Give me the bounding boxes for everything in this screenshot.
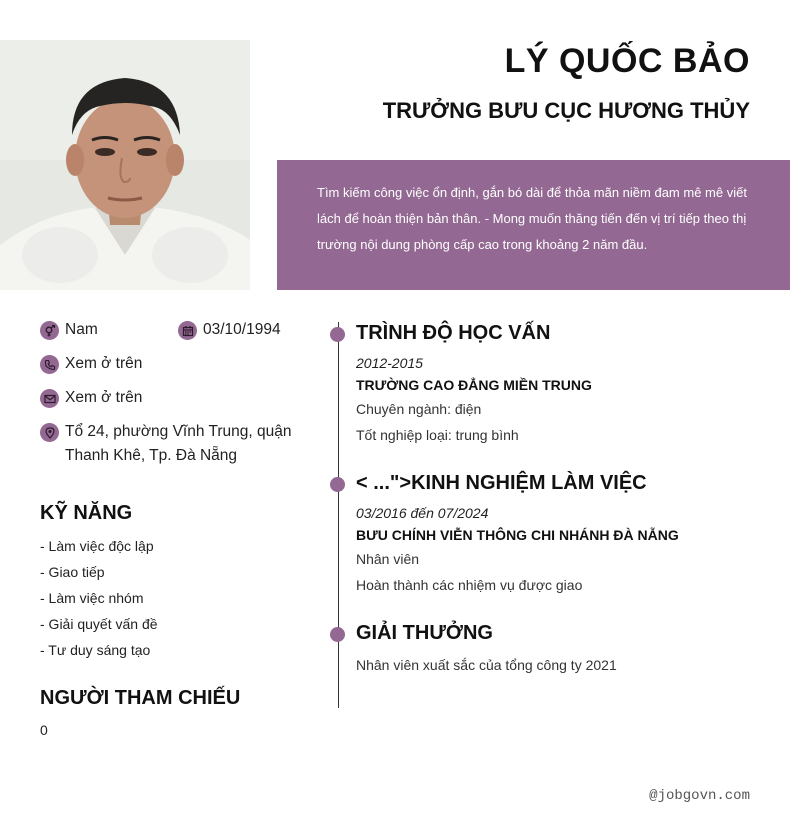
education-period: 2012-2015: [356, 355, 423, 371]
phone-icon: [40, 355, 59, 374]
experience-company: BƯU CHÍNH VIỄN THÔNG CHI NHÁNH ĐÀ NẴNG: [356, 527, 679, 543]
skills-list: [40, 533, 300, 663]
experience-description: Hoàn thành các nhiệm vụ được giao: [356, 577, 583, 593]
experience-period: 03/2016 đến 07/2024: [356, 505, 489, 521]
skill-item: - Giao tiếp: [40, 564, 105, 580]
birthday-item: [178, 318, 281, 342]
profile-photo-illustration: [0, 40, 250, 290]
job-title: TRƯỞNG BƯU CỤC HƯƠNG THỦY: [382, 98, 750, 123]
career-objective-box: [277, 160, 790, 290]
education-school: TRƯỜNG CAO ĐẲNG MIỀN TRUNG: [356, 377, 592, 393]
education-section: [356, 322, 756, 448]
location-pin-icon: [40, 423, 59, 442]
awards-section: [356, 622, 756, 673]
gender-icon: [40, 321, 59, 340]
phone-value: Xem ở trên: [65, 355, 143, 372]
address-item: [40, 420, 300, 468]
birthday-value: 03/10/1994: [203, 321, 281, 338]
skill-item: - Giải quyết vấn đề: [40, 616, 158, 632]
email-value: Xem ở trên: [65, 389, 143, 406]
experience-heading: < ...">KINH NGHIỆM LÀM VIỆC: [356, 472, 647, 494]
calendar-icon: [178, 321, 197, 340]
timeline-dot: [330, 477, 345, 492]
education-major: Chuyên ngành: điện: [356, 401, 482, 417]
skill-item: - Làm việc độc lập: [40, 538, 154, 554]
award-item: Nhân viên xuất sắc của tổng công ty 2021: [356, 657, 617, 673]
timeline-dot: [330, 327, 345, 342]
mail-icon: [40, 389, 59, 408]
education-grade: Tốt nghiệp loại: trung bình: [356, 427, 519, 443]
timeline-column: [356, 322, 756, 673]
timeline-line: [338, 322, 339, 708]
gender-birthday-row: [40, 318, 300, 342]
watermark: @jobgovn.com: [649, 788, 750, 804]
experience-position: Nhân viên: [356, 551, 420, 567]
references-value: 0: [40, 722, 48, 738]
personal-info-column: [40, 318, 300, 738]
career-objective-text: Tìm kiếm công việc ổn định, gắn bó dài để thỏa mãn niềm đam mê mê viết lách để hoàn thiện bản thân. - Mong muốn thăng tiến đến vị trí tiếp theo thị trường nội dung phòng cấp cao trong khoảng 2 năm đầu.: [317, 185, 747, 252]
gender-value: Nam: [65, 321, 98, 338]
profile-photo: [0, 40, 250, 290]
skills-heading: KỸ NĂNG: [40, 502, 133, 524]
education-heading: TRÌNH ĐỘ HỌC VẤN: [356, 322, 551, 344]
skill-item: - Làm việc nhóm: [40, 590, 144, 606]
awards-heading: GIẢI THƯỞNG: [356, 622, 493, 644]
email-item: [40, 386, 300, 410]
skill-item: - Tư duy sáng tạo: [40, 642, 151, 658]
candidate-name: LÝ QUỐC BẢO: [504, 42, 750, 80]
address-value: Tổ 24, phường Vĩnh Trung, quận Thanh Khê, Tp. Đà Nẵng: [65, 423, 292, 464]
timeline-dot: [330, 627, 345, 642]
phone-item: [40, 352, 300, 376]
gender-item: [40, 318, 178, 342]
references-heading: NGƯỜI THAM CHIẾU: [40, 687, 241, 709]
experience-section: [356, 472, 756, 598]
